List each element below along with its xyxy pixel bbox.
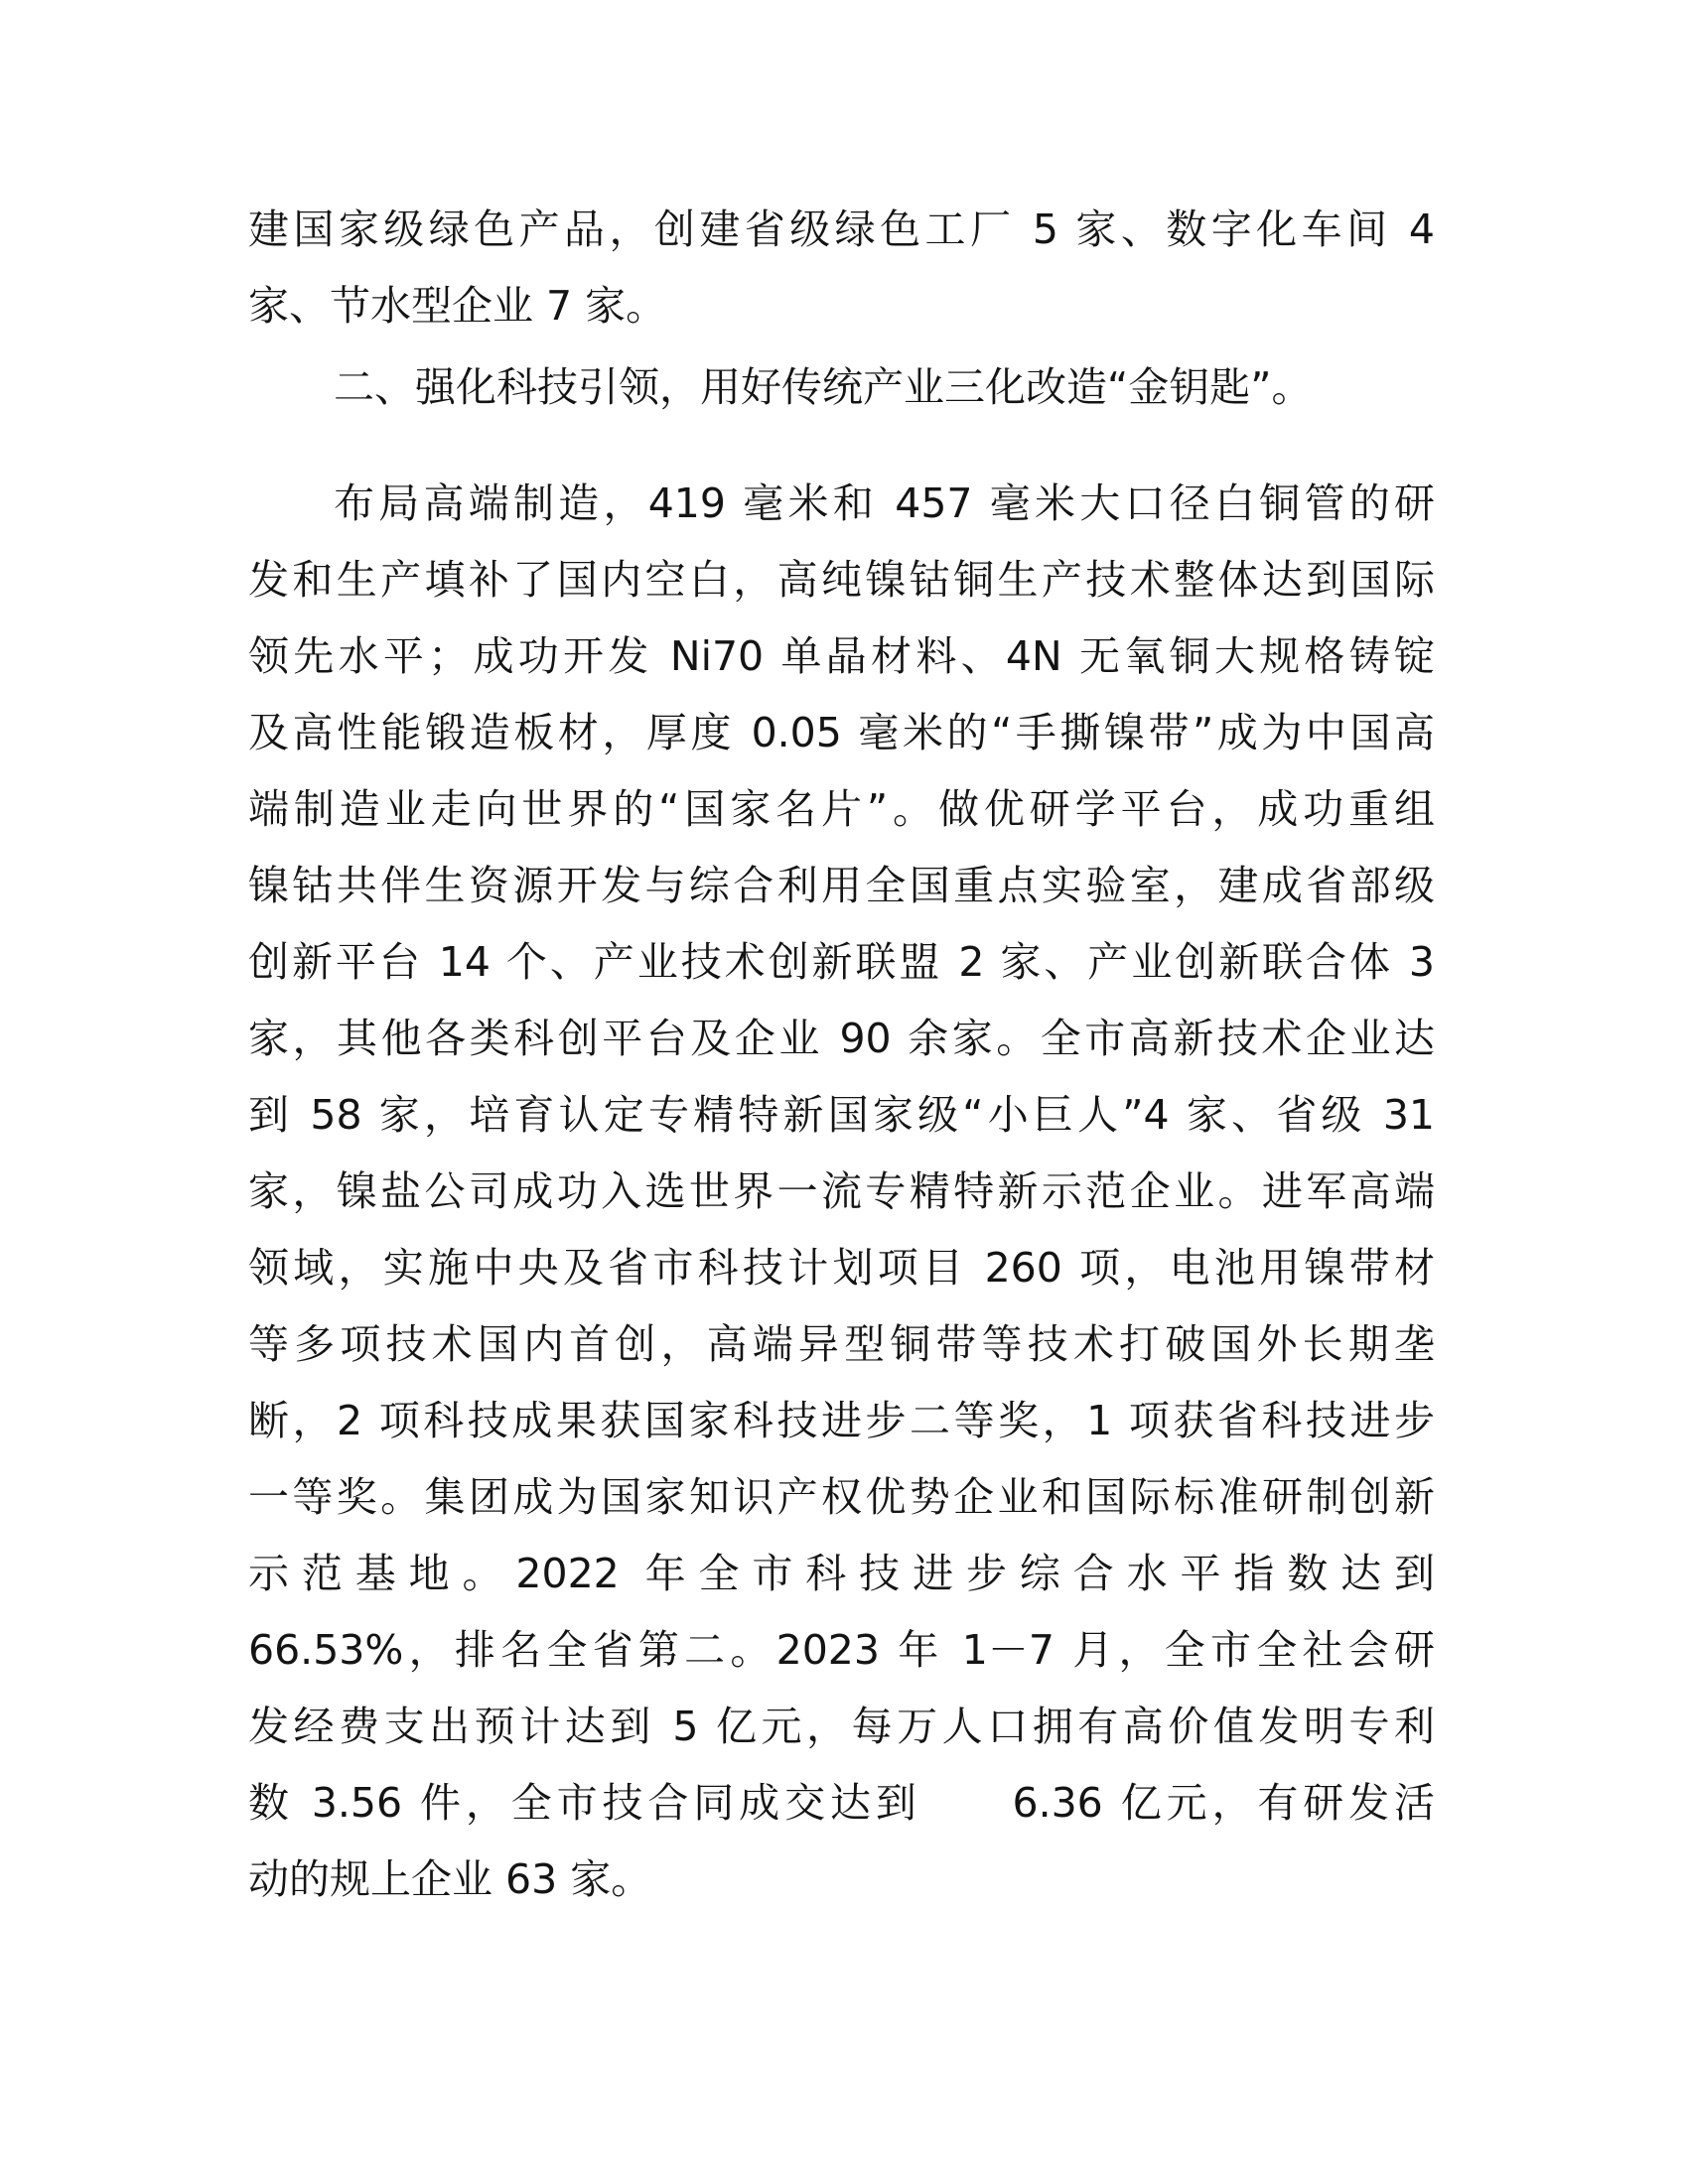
paragraph-line: 发经费支出预计达到 5 亿元，每万人口拥有高价值发明专利 (248, 1703, 1435, 1750)
paragraph-line: 家，其他各类科创平台及企业 90 余家。全市高新技术企业达 (248, 1015, 1435, 1062)
paragraph-line: 断，2 项科技成果获国家科技进步二等奖，1 项获省科技进步 (248, 1397, 1435, 1444)
paragraph-line: 及高性能锻造板材，厚度 0.05 毫米的“手撕镍带”成为中国高 (248, 709, 1435, 756)
paragraph-line: 建国家级绿色产品，创建省级绿色工厂 5 家、数字化车间 4 (248, 205, 1435, 253)
paragraph-line: 等多项技术国内首创，高端异型铜带等技术打破国外长期垄 (248, 1320, 1435, 1368)
section-heading: 二、强化科技引领，用好传统产业三化改造“金钥匙”。 (334, 363, 1313, 411)
paragraph-line: 家，镍盐公司成功入选世界一流专精特新示范企业。进军高端 (248, 1167, 1435, 1215)
paragraph-line: 镍钴共伴生资源开发与综合利用全国重点实验室，建成省部级 (248, 862, 1435, 909)
paragraph-line: 66.53%，排名全省第二。2023 年 1－7 月，全市全社会研 (248, 1626, 1435, 1674)
paragraph-line: 家、节水型企业 7 家。 (248, 282, 667, 330)
paragraph-line: 端制造业走向世界的“国家名片”。做优研学平台，成功重组 (248, 785, 1435, 833)
paragraph-line: 布局高端制造，419 毫米和 457 毫米大口径白铜管的研 (334, 479, 1435, 527)
paragraph-line: 发和生产填补了国内空白，高纯镍钴铜生产技术整体达到国际 (248, 556, 1435, 604)
paragraph-line: 创新平台 14 个、产业技术创新联盟 2 家、产业创新联合体 3 (248, 938, 1435, 986)
paragraph-line: 数 3.56 件，全市技合同成交达到 6.36 亿元，有研发活 (248, 1779, 1435, 1827)
paragraph-line: 动的规上企业 63 家。 (248, 1855, 652, 1903)
paragraph-line: 到 58 家，培育认定专精特新国家级“小巨人”4 家、省级 31 (248, 1091, 1435, 1139)
paragraph-line: 一等奖。集团成为国家知识产权优势企业和国际标准研制创新 (248, 1473, 1435, 1521)
paragraph-line: 示范基地。2022 年全市科技进步综合水平指数达到 (248, 1550, 1435, 1597)
paragraph-line: 领先水平；成功开发 Ni70 单晶材料、4N 无氧铜大规格铸锭 (248, 632, 1435, 680)
paragraph-line: 领域，实施中央及省市科技计划项目 260 项，电池用镍带材 (248, 1244, 1435, 1292)
